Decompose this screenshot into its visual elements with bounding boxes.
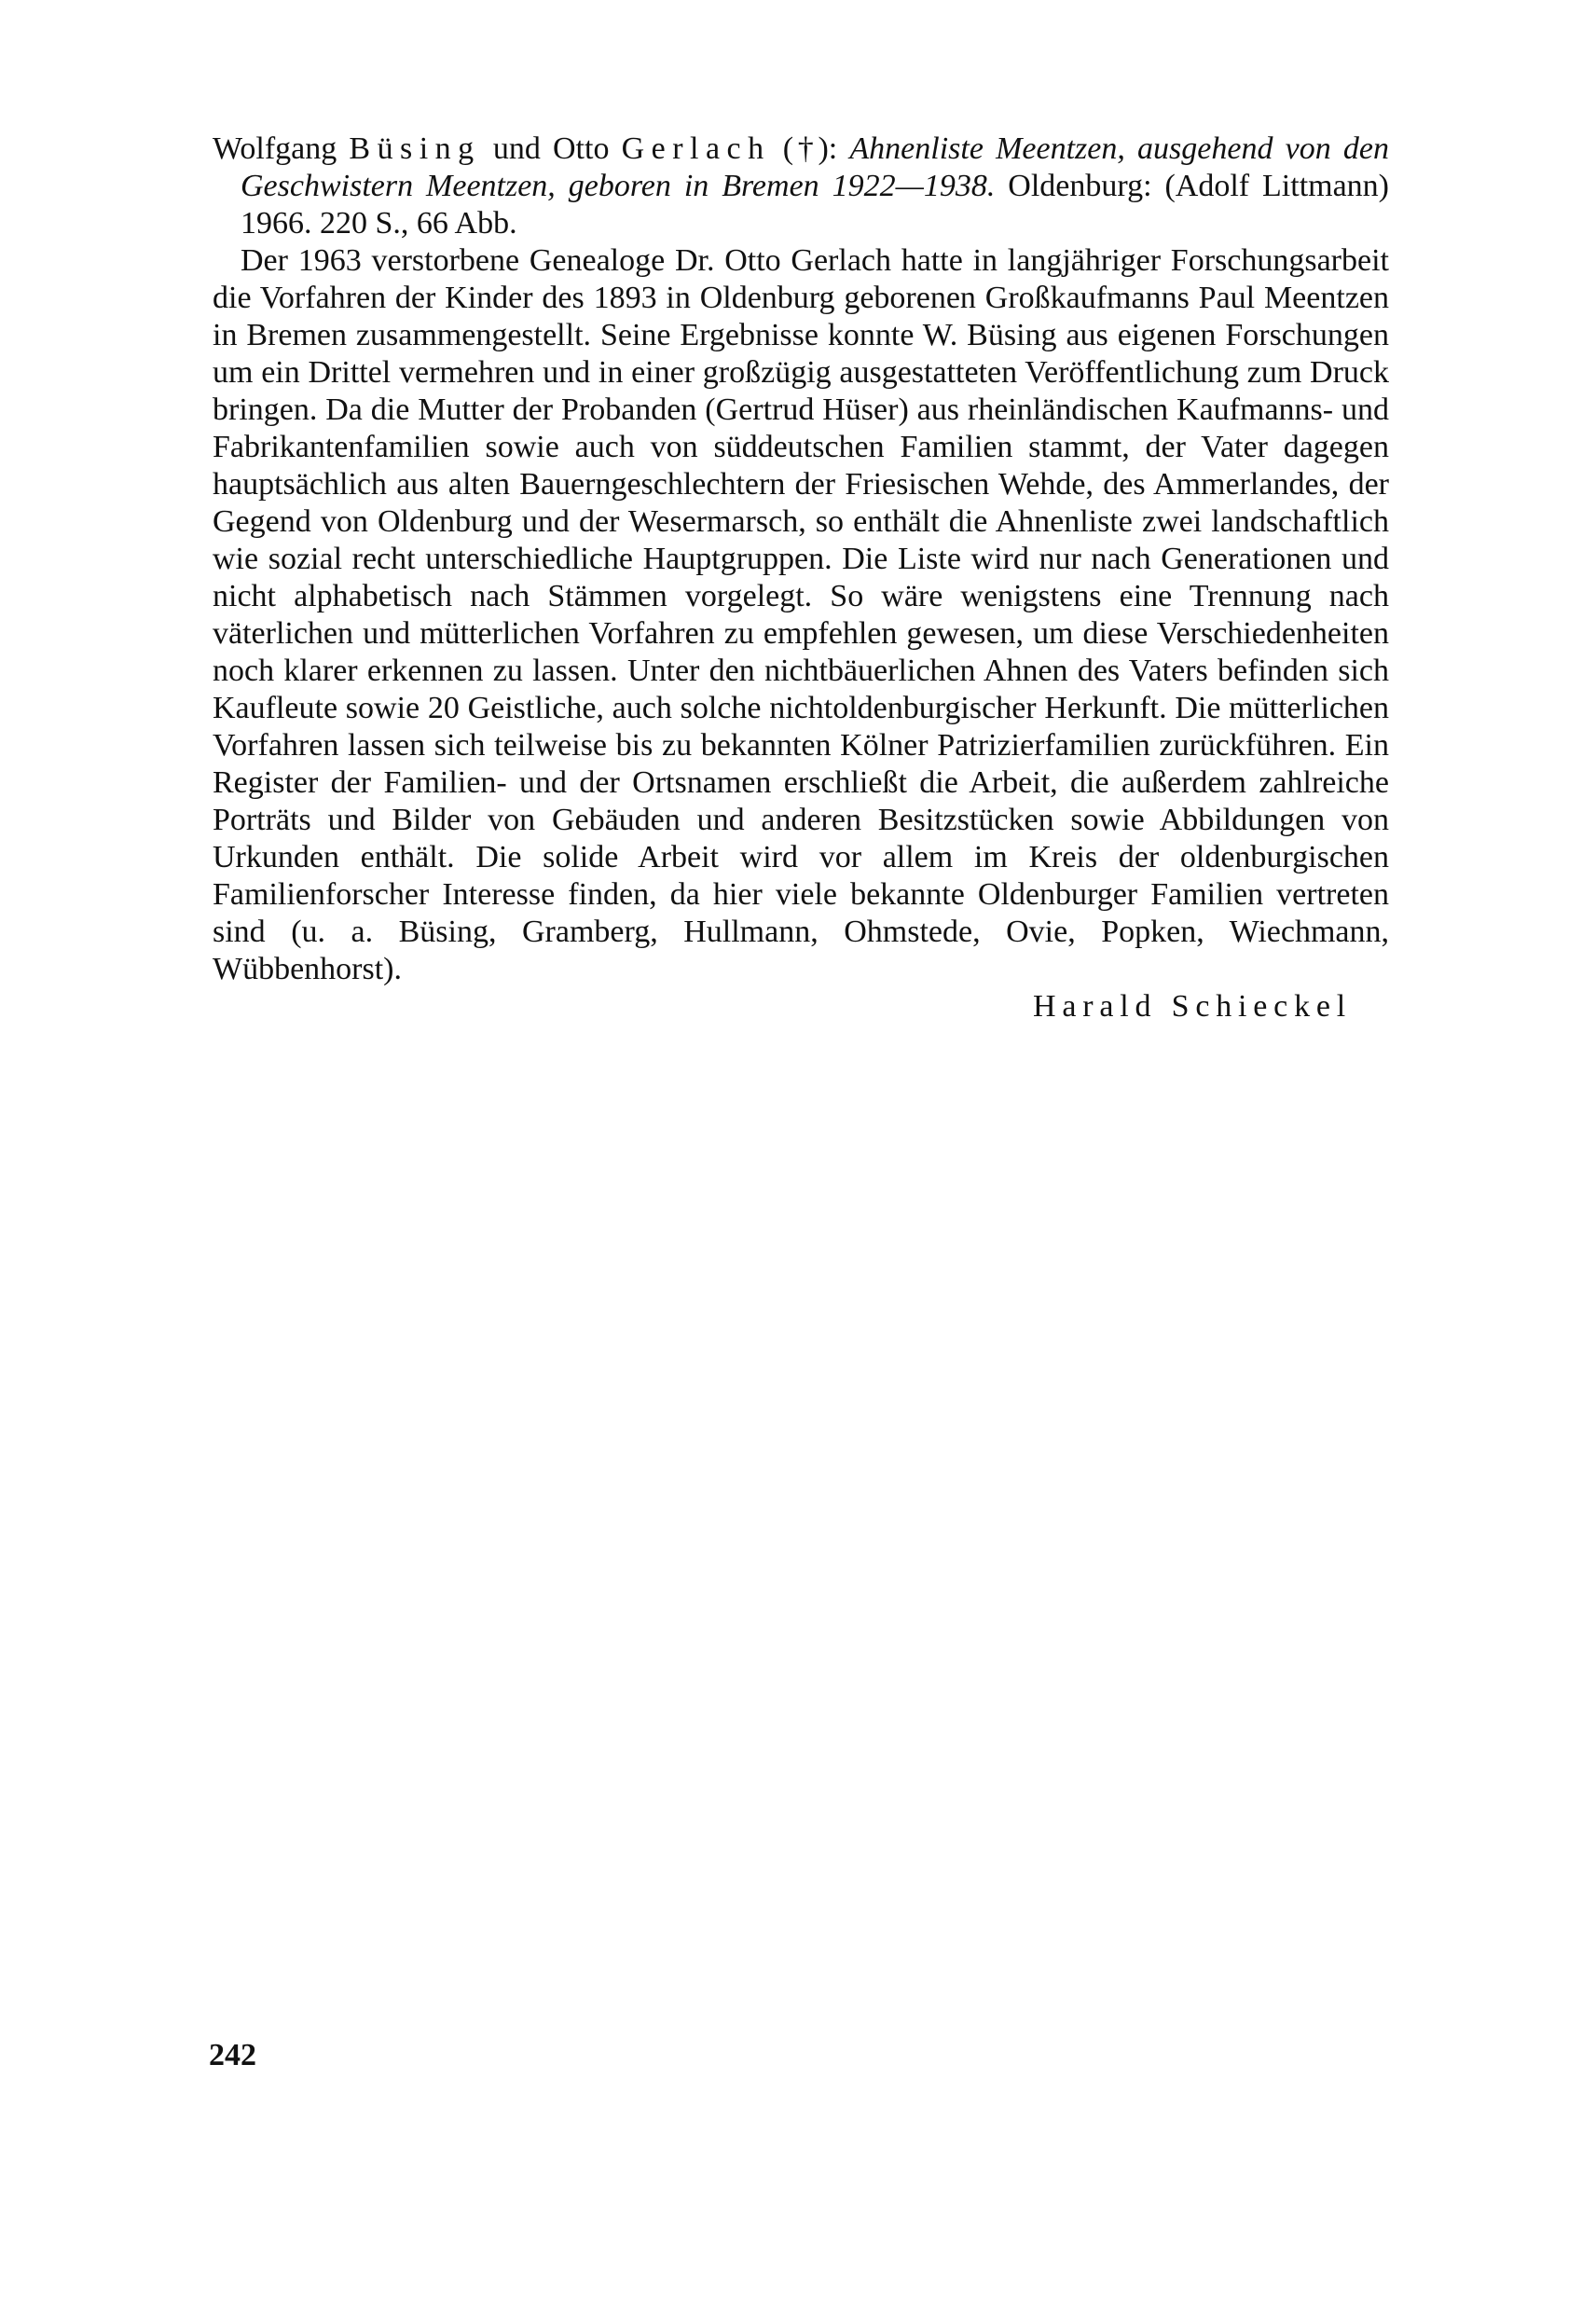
- publication-details: Oldenburg: (Adolf Littmann) 1966. 220 S., 66 Abb.: [241, 169, 1390, 241]
- book-review: [213, 131, 1389, 1025]
- author1-surname: Büsing: [349, 131, 481, 166]
- review-body: Der 1963 verstorbene Genealoge Dr. Otto Gerlach hatte in langjähriger Forschungsarbeit die Vorfahren der Kinder des 1893 in Oldenburg geborenen Großkaufmanns Paul Meentzen in Bremen zusammengestellt. Seine Ergebnisse konnte W. Büsing aus eigenen Forschungen um ein Drittel vermehren und in einer großzügig ausgestatteten Veröffentlichung zum Druck bringen. Da die Mutter der Probanden (Gertrud Hüser) aus rheinländischen Kaufmanns- und Fabrikantenfamilien sowie auch von süddeutschen Familien stammt, der Vater dagegen hauptsächlich aus alten Bauerngeschlechtern der Friesischen Wehde, des Ammerlandes, der Gegend von Oldenburg und der Wesermarsch, so enthält die Ahnenliste zwei landschaftlich wie sozial recht unterschiedliche Hauptgruppen. Die Liste wird nur nach Generationen und nicht alphabetisch nach Stämmen vorgelegt. So wäre wenigstens eine Trennung nach väterlichen und mütterlichen Vorfahren zu empfehlen gewesen, um diese Verschiedenheiten noch klarer erkennen zu lassen. Unter den nichtbäuerlichen Ahnen des Vaters befinden sich Kaufleute sowie 20 Geistliche, auch solche nichtoldenburgischer Herkunft. Die mütterlichen Vorfahren lassen sich teilweise bis zu bekannten Kölner Patrizierfamilien zurückführen. Ein Register der Familien- und der Ortsnamen erschließt die Arbeit, die außerdem zahlreiche Porträts und Bilder von Gebäuden und anderen Besitzstücken sowie Abbildungen von Urkunden enthält. Die solide Arbeit wird vor allem im Kreis der oldenburgischen Familienforscher Interesse finden, da hier viele bekannte Oldenburger Familien vertreten sind (u. a. Büsing, Gramberg, Hullmann, Ohmstede, Ovie, Popken, Wiechmann, Wübbenhorst).: [213, 243, 1389, 986]
- author2-suffix: (†):: [770, 131, 850, 166]
- reviewer-name: Harald Schieckel: [1033, 989, 1352, 1024]
- author1-first-name: Wolfgang: [213, 131, 350, 166]
- page-number: 242: [209, 2038, 256, 2072]
- review-citation: [213, 131, 1389, 242]
- book-title: Ahnenliste Meentzen, ausgehend von den Geschwistern Meentzen, geboren in Bremen 1922—1938.: [241, 131, 1389, 203]
- author2-surname: Gerlach: [621, 131, 771, 166]
- author-connector: und Otto: [480, 131, 622, 166]
